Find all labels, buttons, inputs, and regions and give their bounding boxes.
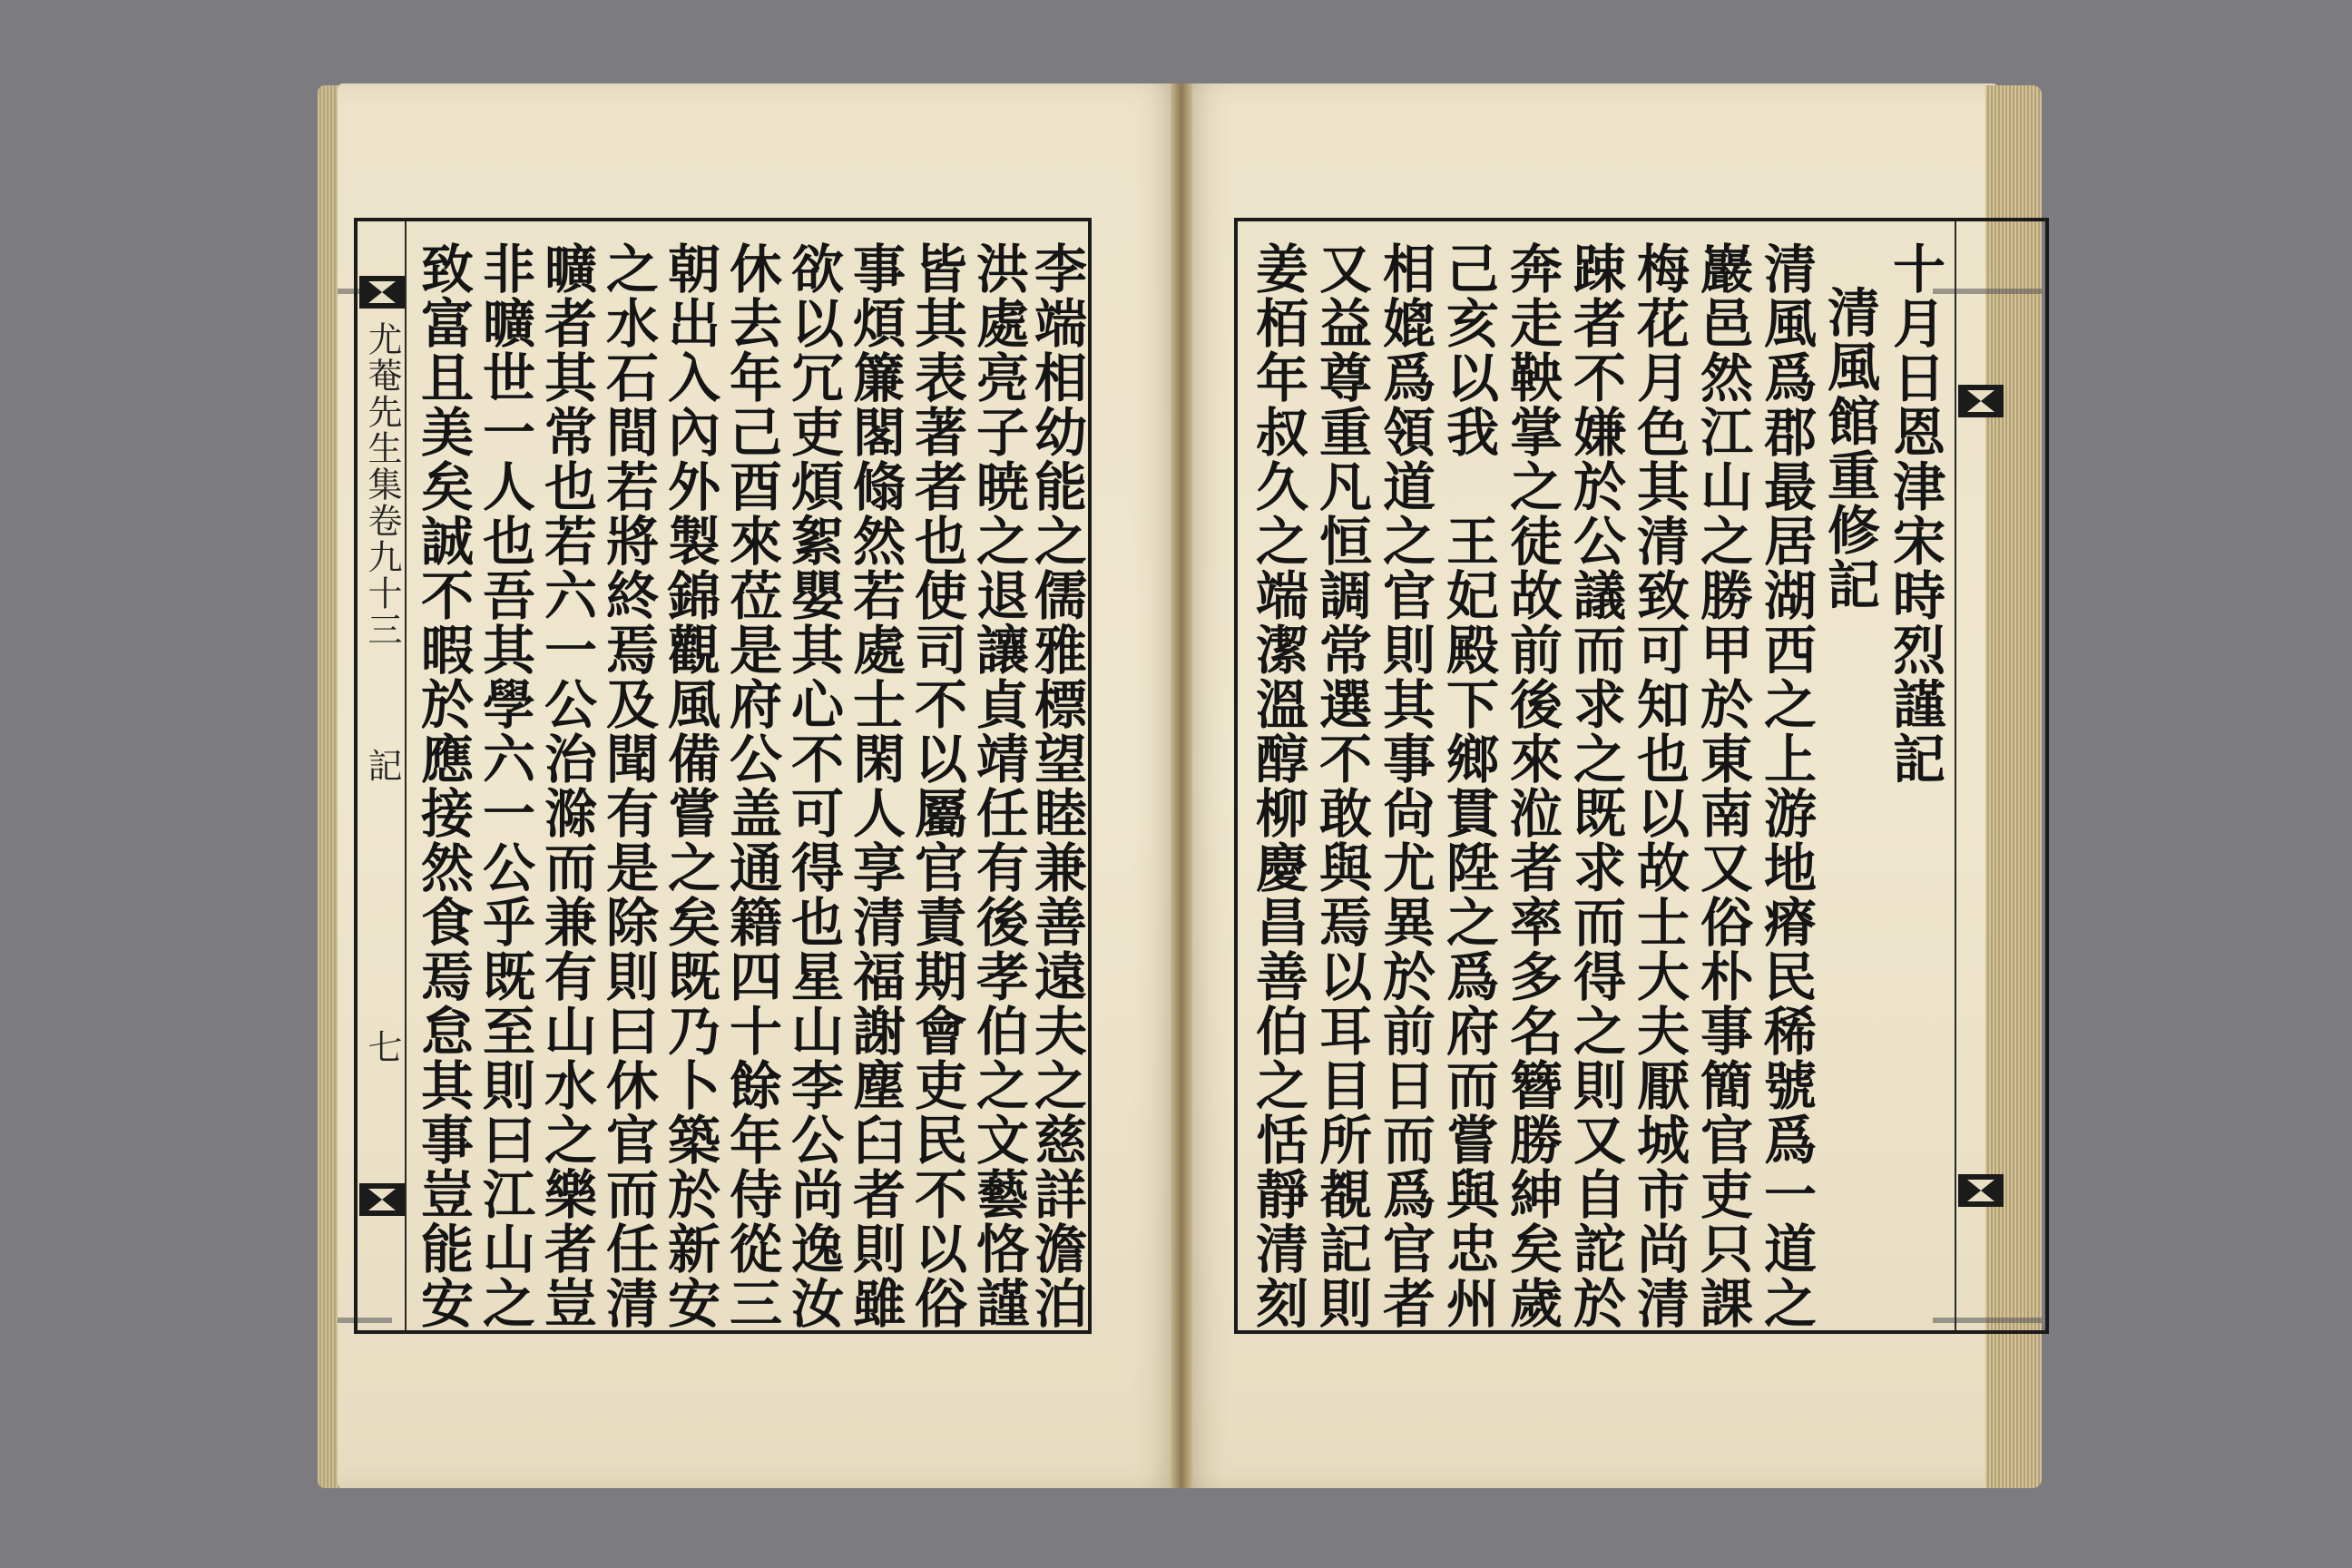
text-column: 相媲爲領道之官則其事尙尤異於前日而爲官者: [1374, 241, 1436, 1330]
text-column: 姜栢年叔久之端潔溫醇柳慶昌善伯之恬靜清刻: [1247, 241, 1308, 1330]
section-label: 記: [362, 748, 402, 784]
text-column: 朝出入內外製錦觀風備嘗之矣既乃卜築於新安: [659, 241, 720, 1330]
text-column: 李端相幼能之儒雅標望睦兼善遠夫之慈詳澹泊: [1025, 241, 1087, 1330]
fish-tail-icon-top: [1958, 385, 2004, 417]
right-text-frame: [1234, 218, 2049, 1334]
fish-tail-icon-bottom: [359, 1183, 405, 1216]
text-column: 曠者其常也若六一公治滁而兼有山水之樂者豈: [535, 241, 597, 1330]
text-column: 又益尊重凡恒調常選不敢與焉以耳目所覩記則: [1310, 241, 1372, 1330]
text-column: 奔走鞅掌之徒故前後來涖者率多名簪勝紳矣歲: [1501, 241, 1563, 1330]
text-column: 己亥以我 王妃殿下鄉貫陞之爲府而嘗與忠州: [1437, 241, 1499, 1330]
fish-tail-icon-top: [359, 276, 405, 309]
margin-rule: [405, 221, 407, 1330]
text-column: 皆其表著者也使司不以屬官責期會吏民不以俗: [906, 241, 967, 1330]
fish-tail-icon-bottom: [1958, 1174, 2004, 1207]
text-column: 欲以冗吏煩絮嬰其心不可得也星山李公尚逸汝: [782, 241, 844, 1330]
text-column: 洪處亮子暁之退讓貞靖任有後孝伯之文藝恪謹: [967, 241, 1029, 1330]
essay-title: 清風館重修記: [1818, 285, 1880, 612]
text-column: 清風爲郡最居湖西之上游地瘠民稀號爲一道之: [1755, 241, 1817, 1330]
left-text-frame: [354, 218, 1092, 1334]
text-column: 巖邑然江山之勝甲於東南又俗朴事簡官吏只課: [1691, 241, 1753, 1330]
book-gutter: [1171, 83, 1192, 1488]
text-column: 梅花月色其清致可知也以故士大夫厭城市尚清: [1628, 241, 1690, 1330]
text-column: 事煩簾閣翛然若處士閑人享清福謝塵臼者則雖: [844, 241, 906, 1330]
volume-title: 尤菴先生集卷九十三: [362, 321, 402, 648]
page-number: 七: [362, 1029, 402, 1065]
essay-signature: 十月日恩津宋時烈謹記: [1884, 241, 1945, 786]
text-column: 致富且美矣誠不暇於應接然食焉怠其事豈能安: [412, 241, 474, 1330]
text-column: 休去年己酉來莅是府公盖通籍四十餘年侍從三: [720, 241, 782, 1330]
margin-rule: [1955, 221, 1956, 1330]
text-column: 非曠世一人也吾其學六一公乎既至則曰江山之: [474, 241, 535, 1330]
text-column: 踈者不嫌於公議而求之既求而得之則又自詑於: [1564, 241, 1626, 1330]
text-column: 之水石間若將終焉及聞有是除則曰休官而任清: [597, 241, 659, 1330]
